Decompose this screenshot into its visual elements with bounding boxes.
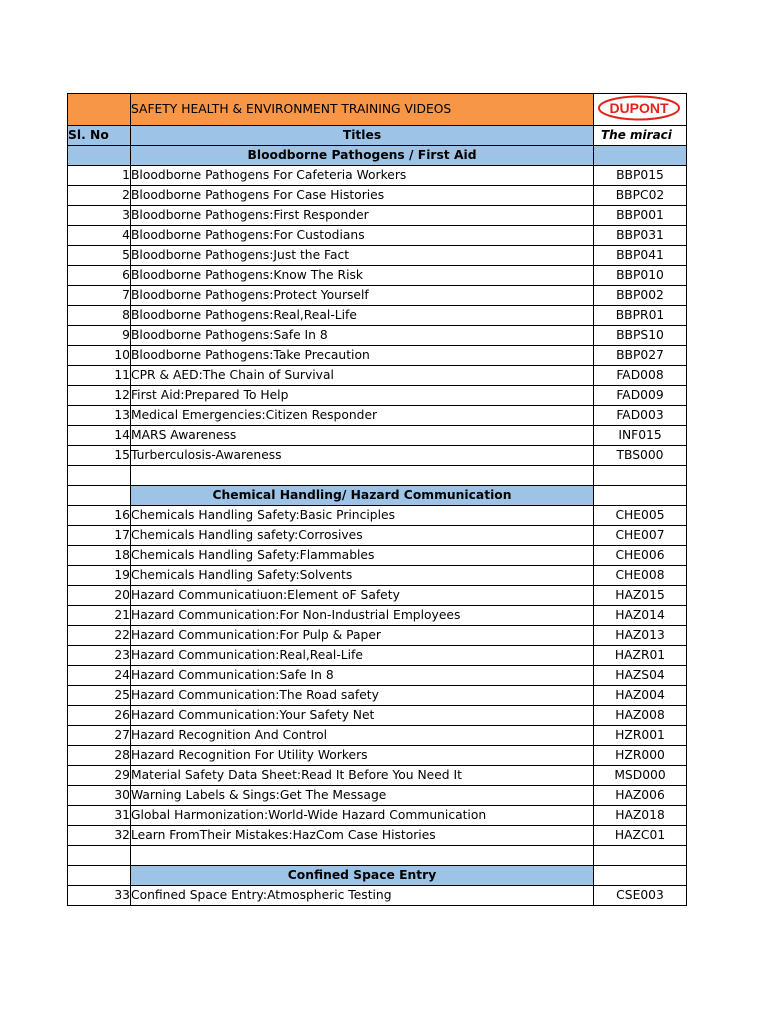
logo-text: DUPONT — [609, 100, 669, 116]
serial-number-cell[interactable]: 18 — [68, 546, 131, 566]
video-code-cell[interactable]: HAZ015 — [594, 586, 687, 606]
section-blank-cell[interactable] — [68, 486, 131, 506]
table-row — [68, 446, 687, 466]
video-title-cell[interactable]: Learn FromTheir Mistakes:HazCom Case Histories — [131, 826, 594, 846]
table-row — [68, 386, 687, 406]
video-title-cell[interactable]: Bloodborne Pathogens:First Responder — [131, 206, 594, 226]
video-title-cell[interactable]: Global Harmonization:World-Wide Hazard Communication — [131, 806, 594, 826]
table-row — [68, 746, 687, 766]
serial-number-cell[interactable]: 32 — [68, 826, 131, 846]
video-title-cell[interactable]: Hazard Communication:The Road safety — [131, 686, 594, 706]
video-code-cell[interactable]: BBP001 — [594, 206, 687, 226]
serial-number-cell[interactable]: 1 — [68, 166, 131, 186]
section-title[interactable]: Chemical Handling/ Hazard Communication — [131, 486, 594, 506]
serial-number-cell[interactable]: 13 — [68, 406, 131, 426]
section-blank-cell[interactable] — [68, 146, 131, 166]
serial-number-cell[interactable]: 20 — [68, 586, 131, 606]
serial-number-cell[interactable]: 17 — [68, 526, 131, 546]
table-row — [68, 326, 687, 346]
serial-number-cell[interactable]: 16 — [68, 506, 131, 526]
serial-number-cell[interactable]: 28 — [68, 746, 131, 766]
video-title-cell[interactable]: Bloodborne Pathogens:Know The Risk — [131, 266, 594, 286]
video-title-cell[interactable]: Chemicals Handling Safety:Solvents — [131, 566, 594, 586]
serial-number-cell[interactable]: 19 — [68, 566, 131, 586]
table-row — [68, 646, 687, 666]
video-title-cell[interactable]: Chemicals Handling Safety:Flammables — [131, 546, 594, 566]
video-title-cell[interactable]: MARS Awareness — [131, 426, 594, 446]
video-title-cell[interactable]: Hazard Communication:Safe In 8 — [131, 666, 594, 686]
logo-cell — [594, 94, 687, 126]
table-row — [68, 786, 687, 806]
serial-number-cell[interactable]: 27 — [68, 726, 131, 746]
table-row — [68, 166, 687, 186]
video-code-cell[interactable]: CHE006 — [594, 546, 687, 566]
serial-number-cell[interactable]: 33 — [68, 886, 131, 906]
section-blank-cell[interactable] — [68, 866, 131, 886]
blank-row — [68, 466, 687, 486]
section-header-row — [68, 866, 687, 886]
video-code-cell[interactable]: HAZC01 — [594, 826, 687, 846]
table-row — [68, 586, 687, 606]
video-code-cell[interactable]: INF015 — [594, 426, 687, 446]
video-title-cell[interactable]: Hazard Recognition For Utility Workers — [131, 746, 594, 766]
video-code-cell[interactable]: FAD009 — [594, 386, 687, 406]
video-title-cell[interactable]: Hazard Communication:Your Safety Net — [131, 706, 594, 726]
serial-number-cell[interactable]: 22 — [68, 626, 131, 646]
table-row — [68, 806, 687, 826]
video-code-cell[interactable]: BBP027 — [594, 346, 687, 366]
video-code-cell[interactable]: BBP002 — [594, 286, 687, 306]
table-row — [68, 766, 687, 786]
table-row — [68, 246, 687, 266]
section-code-blank-cell[interactable] — [594, 146, 687, 166]
blank-cell[interactable] — [68, 846, 131, 866]
serial-number-cell[interactable]: 8 — [68, 306, 131, 326]
title-blank-cell[interactable] — [68, 94, 131, 126]
serial-number-cell[interactable]: 9 — [68, 326, 131, 346]
serial-number-cell[interactable]: 31 — [68, 806, 131, 826]
dupont-logo — [597, 95, 681, 121]
video-code-cell[interactable]: HAZ013 — [594, 626, 687, 646]
section-header-row — [68, 146, 687, 166]
table-row — [68, 506, 687, 526]
serial-number-cell[interactable]: 7 — [68, 286, 131, 306]
serial-number-cell[interactable]: 30 — [68, 786, 131, 806]
video-title-cell[interactable]: First Aid:Prepared To Help — [131, 386, 594, 406]
column-header-titles[interactable]: Titles — [131, 126, 594, 146]
video-title-cell[interactable]: Material Safety Data Sheet:Read It Before You Need It — [131, 766, 594, 786]
video-code-cell[interactable]: MSD000 — [594, 766, 687, 786]
video-code-cell[interactable]: CHE005 — [594, 506, 687, 526]
video-title-cell[interactable]: Bloodborne Pathogens For Case Histories — [131, 186, 594, 206]
video-title-cell[interactable]: Bloodborne Pathogens:Just the Fact — [131, 246, 594, 266]
table-row — [68, 206, 687, 226]
title-row — [68, 94, 687, 126]
blank-cell[interactable] — [131, 466, 594, 486]
column-header-row — [68, 126, 687, 146]
video-code-cell[interactable]: HAZR01 — [594, 646, 687, 666]
blank-cell[interactable] — [594, 466, 687, 486]
table-row — [68, 606, 687, 626]
section-code-blank-cell[interactable] — [594, 486, 687, 506]
serial-number-cell[interactable]: 12 — [68, 386, 131, 406]
table-row — [68, 306, 687, 326]
serial-number-cell[interactable]: 25 — [68, 686, 131, 706]
video-title-cell[interactable]: Bloodborne Pathogens:Protect Yourself — [131, 286, 594, 306]
video-code-cell[interactable]: HAZ006 — [594, 786, 687, 806]
table-row — [68, 526, 687, 546]
video-title-cell[interactable]: Warning Labels & Sings:Get The Message — [131, 786, 594, 806]
video-code-cell[interactable]: HAZ008 — [594, 706, 687, 726]
serial-number-cell[interactable]: 24 — [68, 666, 131, 686]
video-title-cell[interactable]: Hazard Recognition And Control — [131, 726, 594, 746]
video-code-cell[interactable]: HAZS04 — [594, 666, 687, 686]
video-code-cell[interactable]: BBP015 — [594, 166, 687, 186]
video-code-cell[interactable]: TBS000 — [594, 446, 687, 466]
serial-number-cell[interactable]: 6 — [68, 266, 131, 286]
video-code-cell[interactable]: CSE003 — [594, 886, 687, 906]
serial-number-cell[interactable]: 29 — [68, 766, 131, 786]
blank-row — [68, 846, 687, 866]
table-row — [68, 666, 687, 686]
serial-number-cell[interactable]: 15 — [68, 446, 131, 466]
blank-cell[interactable] — [131, 846, 594, 866]
serial-number-cell[interactable]: 3 — [68, 206, 131, 226]
video-title-cell[interactable]: Bloodborne Pathogens:For Custodians — [131, 226, 594, 246]
serial-number-cell[interactable]: 5 — [68, 246, 131, 266]
video-title-cell[interactable]: Bloodborne Pathogens For Cafeteria Workers — [131, 166, 594, 186]
serial-number-cell[interactable]: 10 — [68, 346, 131, 366]
video-title-cell[interactable]: Bloodborne Pathogens:Real,Real-Life — [131, 306, 594, 326]
video-code-cell[interactable]: BBP010 — [594, 266, 687, 286]
video-code-cell[interactable]: FAD008 — [594, 366, 687, 386]
video-title-cell[interactable]: Chemicals Handling Safety:Basic Principles — [131, 506, 594, 526]
table-row — [68, 366, 687, 386]
sheet-title[interactable]: SAFETY HEALTH & ENVIRONMENT TRAINING VIDEOS — [131, 94, 594, 126]
tagline-cell — [594, 126, 687, 146]
video-code-cell[interactable]: HZR000 — [594, 746, 687, 766]
video-title-cell[interactable]: Bloodborne Pathogens:Take Precaution — [131, 346, 594, 366]
table-row — [68, 186, 687, 206]
video-code-cell[interactable]: FAD003 — [594, 406, 687, 426]
video-title-cell[interactable]: Chemicals Handling safety:Corrosives — [131, 526, 594, 546]
table-row — [68, 626, 687, 646]
video-title-cell[interactable]: CPR & AED:The Chain of Survival — [131, 366, 594, 386]
table-row — [68, 226, 687, 246]
table-row — [68, 706, 687, 726]
video-code-cell[interactable]: BBP041 — [594, 246, 687, 266]
video-title-cell[interactable]: Hazard Communication:For Non-Industrial Employees — [131, 606, 594, 626]
video-code-cell[interactable]: BBPS10 — [594, 326, 687, 346]
video-title-cell[interactable]: Bloodborne Pathogens:Safe In 8 — [131, 326, 594, 346]
video-title-cell[interactable]: Hazard Communication:Real,Real-Life — [131, 646, 594, 666]
serial-number-cell[interactable]: 11 — [68, 366, 131, 386]
training-videos-table — [67, 93, 687, 906]
table-row — [68, 886, 687, 906]
column-header-no[interactable]: Sl. No — [68, 126, 131, 146]
video-code-cell[interactable]: CHE007 — [594, 526, 687, 546]
video-title-cell[interactable]: Confined Space Entry:Atmospheric Testing — [131, 886, 594, 906]
table-row — [68, 546, 687, 566]
video-title-cell[interactable]: Turberculosis-Awareness — [131, 446, 594, 466]
serial-number-cell[interactable]: 26 — [68, 706, 131, 726]
table-row — [68, 426, 687, 446]
section-header-row — [68, 486, 687, 506]
video-title-cell[interactable]: Medical Emergencies:Citizen Responder — [131, 406, 594, 426]
video-code-cell[interactable]: BBPR01 — [594, 306, 687, 326]
section-title[interactable]: Confined Space Entry — [131, 866, 594, 886]
video-code-cell[interactable]: HZR001 — [594, 726, 687, 746]
table-row — [68, 826, 687, 846]
video-code-cell[interactable]: HAZ014 — [594, 606, 687, 626]
serial-number-cell[interactable]: 14 — [68, 426, 131, 446]
table-row — [68, 286, 687, 306]
serial-number-cell[interactable]: 2 — [68, 186, 131, 206]
video-code-cell[interactable]: BBP031 — [594, 226, 687, 246]
video-code-cell[interactable]: CHE008 — [594, 566, 687, 586]
table-row — [68, 406, 687, 426]
table-row — [68, 346, 687, 366]
blank-cell[interactable] — [594, 846, 687, 866]
blank-cell[interactable] — [68, 466, 131, 486]
video-title-cell[interactable]: Hazard Communication:For Pulp & Paper — [131, 626, 594, 646]
section-title[interactable]: Bloodborne Pathogens / First Aid — [131, 146, 594, 166]
section-code-blank-cell[interactable] — [594, 866, 687, 886]
serial-number-cell[interactable]: 21 — [68, 606, 131, 626]
video-title-cell[interactable]: Hazard Communicatiuon:Element oF Safety — [131, 586, 594, 606]
video-code-cell[interactable]: BBPC02 — [594, 186, 687, 206]
serial-number-cell[interactable]: 4 — [68, 226, 131, 246]
logo-tagline: The miraci — [601, 128, 672, 142]
video-code-cell[interactable]: HAZ018 — [594, 806, 687, 826]
serial-number-cell[interactable]: 23 — [68, 646, 131, 666]
table-row — [68, 566, 687, 586]
table-row — [68, 686, 687, 706]
table-row — [68, 266, 687, 286]
table-row — [68, 726, 687, 746]
video-code-cell[interactable]: HAZ004 — [594, 686, 687, 706]
